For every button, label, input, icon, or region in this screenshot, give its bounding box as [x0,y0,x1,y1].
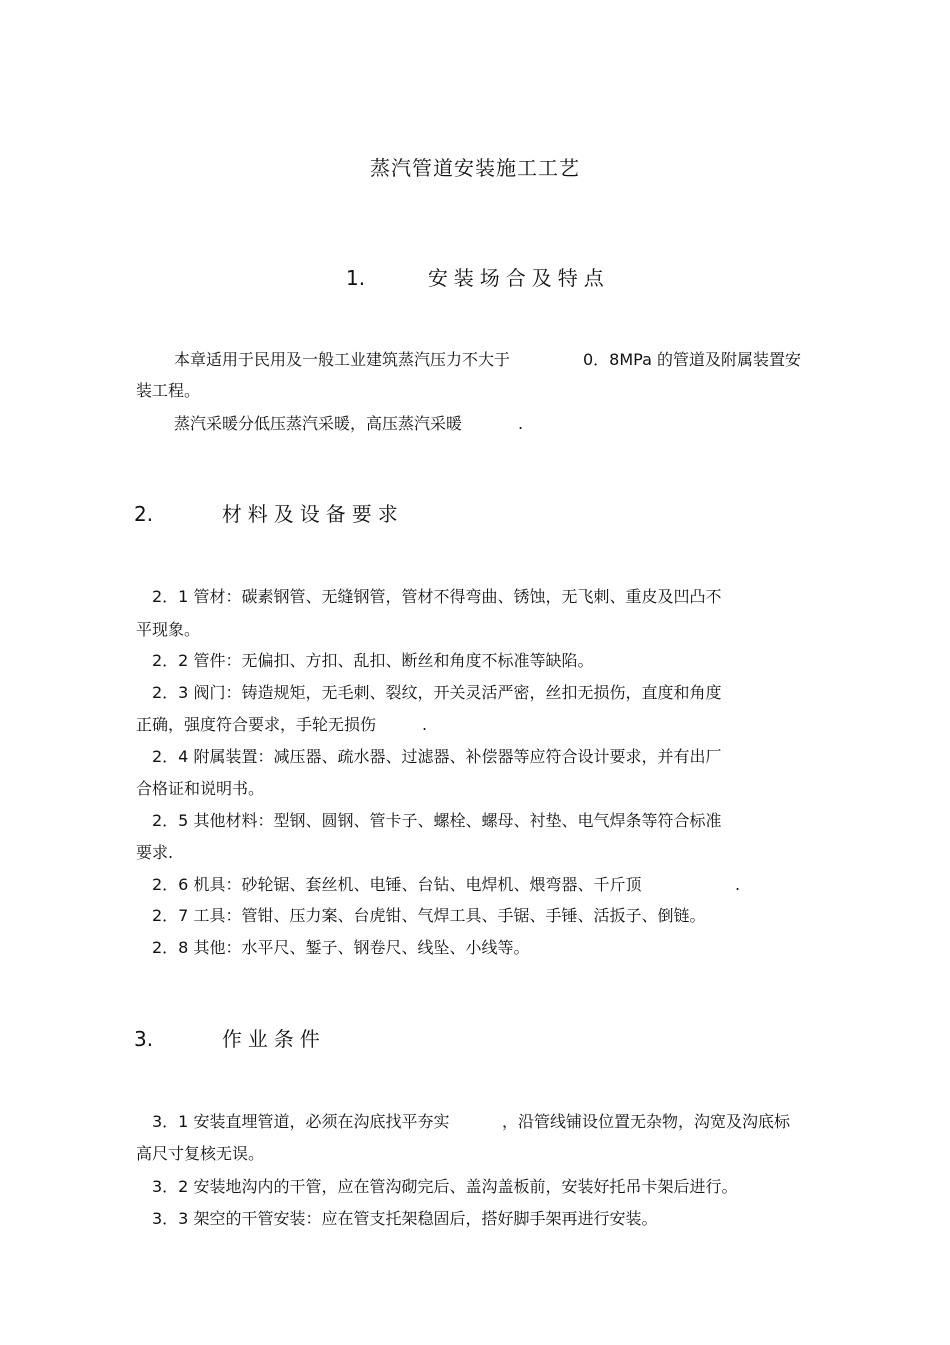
list-item-line: 3．1 安装直埋管道，必须在沟底找平夯实 [152,1112,450,1131]
list-item-line: 2．6 机具：砂轮锯、套丝机、电锤、台钻、电焊机、煨弯器、千斤顶 [152,875,642,894]
list-item-line: 2．5 其他材料：型钢、圆钢、管卡子、螺栓、螺母、衬垫、电气焊条等符合标准 [152,811,722,830]
section-3-heading [134,1023,326,1052]
list-item-line: 要求. [136,843,174,862]
paragraph-line: . [518,414,524,433]
section-number: 1. [346,266,366,290]
paragraph-line: 蒸汽采暖分低压蒸汽采暖，高压蒸汽采暖 [174,414,463,433]
list-item-line: 正确，强度符合要求，手轮无损伤 [136,715,377,734]
list-item-line: 2．4 附属装置：减压器、疏水器、过滤器、补偿器等应符合设计要求，并有出厂 [152,747,722,766]
section-title: 材料及设备要求 [221,502,404,526]
section-2-heading [134,498,404,527]
section-1-heading [346,262,610,291]
document-title: 蒸汽管道安装施工工艺 [370,156,580,180]
list-item-line: 2．2 管件：无偏扣、方扣、乱扣、断丝和角度不标准等缺陷。 [152,651,594,670]
list-item-line: 2．1 管材：碳素钢管、无缝钢管，管材不得弯曲、锈蚀，无飞刺、重皮及凹凸不 [152,587,722,606]
section-number: 2. [134,502,154,526]
section-number: 3. [134,1027,154,1051]
list-item-line: 2．3 阀门：铸造规矩，无毛刺、裂纹，开关灵活严密，丝扣无损伤，直度和角度 [152,683,722,702]
list-item-line: . [735,875,741,894]
paragraph-line: 装工程。 [136,381,201,400]
paragraph-line: 本章适用于民用及一般工业建筑蒸汽压力不大于 [174,350,511,369]
section-title: 安装场合及特点 [427,266,610,290]
list-item-line: 2．8 其他：水平尺、錾子、钢卷尺、线坠、小线等。 [152,938,530,957]
list-item-line: 2．7 工具：管钳、压力案、台虎钳、气焊工具、手锯、手锤、活扳子、倒链。 [152,906,706,925]
list-item-line: ，沿管线铺设位置无杂物，沟宽及沟底标 [502,1112,791,1131]
list-item-line: 3．3 架空的干管安装：应在管支托架稳固后，搭好脚手架再进行安装。 [152,1209,658,1228]
paragraph-line: 0．8MPa 的管道及附属装置安 [583,350,801,369]
list-item-line: 高尺寸复核无误。 [136,1144,265,1163]
section-title: 作业条件 [221,1027,326,1051]
list-item-line: 合格证和说明书。 [136,779,265,798]
list-item-line: 3．2 安装地沟内的干管，应在管沟砌完后、盖沟盖板前，安装好托吊卡架后进行。 [152,1177,738,1196]
list-item-line: 平现象。 [136,620,201,639]
list-item-line: . [422,715,428,734]
